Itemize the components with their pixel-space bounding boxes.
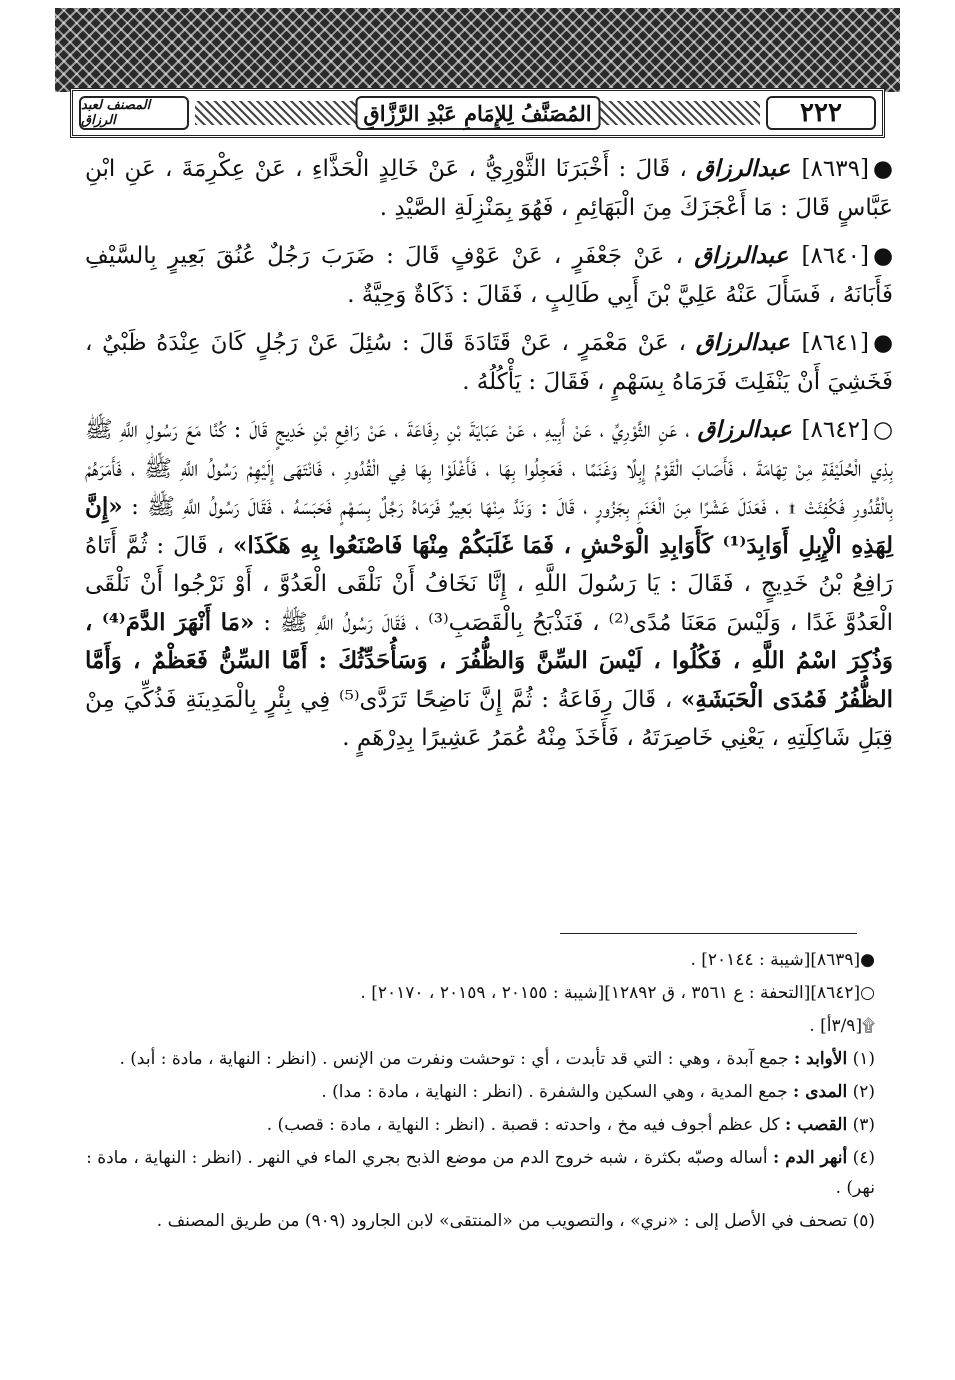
footnote-number: (٢) (852, 1082, 875, 1102)
hadith-marker: ○ (872, 417, 894, 443)
footnote-term: الأوابد : (793, 1049, 848, 1069)
prophetic-quote: «مَا أَنْهَرَ الدَّمَ⁽⁴⁾ ، وَذُكِرَ اسْمُ اللَّهِ ، فَكُلُوا ، لَيْسَ السِّنَّ وَالظُّفُرَ ، وَسَأُحَدِّثُكَ : أَمَّا السِّنُّ فَعَظْمٌ ، وَأَمَّا الظُّفُرُ فَمُدَى الْحَبَشَةِ» (85, 608, 893, 713)
hadith-narrator: عبدالرزاق (697, 416, 792, 443)
hadith-8639 (85, 150, 893, 227)
footnote-3 (85, 1110, 875, 1140)
footnote-2 (85, 1077, 875, 1107)
hadith-text: ، قَالَ رِفَاعَةُ : ثُمَّ إِنَّ نَاضِحًا تَرَدَّى⁽⁵⁾ فِي بِئْرٍ بِالْمَدِينَةِ فَذُكِّيَ مِنْ قِبَلِ شَاكِلَتِهِ ، يَعْنِي خَاصِرَتَهُ ، فَأَخَذَ مِنْهُ عُمَرُ عَشِيرًا بِدِرْهَمٍ . (85, 686, 893, 751)
hadith-marker: ● (872, 243, 894, 269)
hadith-text: ، عَنْ جَعْفَرٍ ، عَنْ عَوْفٍ قَالَ : ضَرَبَ رَجُلٌ عُنُقَ بَعِيرٍ بِالسَّيْفِ فَأَبَانَهُ ، فَسَأَلَ عَنْهُ عَلِيَّ بْنَ أَبِي طَالِبٍ ، فَقَالَ : ذَكَاةٌ وَحِيَّةٌ . (85, 243, 893, 308)
hadith-number: [٨٦٤١] (801, 330, 869, 356)
hadith-text: ، عَنِ الثَّوْرِيِّ ، عَنْ أَبِيهِ ، عَنْ عَبَايَةَ بْنِ رِفَاعَةَ ، عَنْ رَافِعِ بْنِ خَدِيجٍ قَالَ : كُنَّا مَعَ رَسُولِ اللَّهِ ﷺ بِذِي الْحُلَيْفَةِ مِنْ تِهَامَةَ ، فَأَصَابَ الْقَوْمُ إِبِلًا وَغَنَمًا ، فَعَجِلُوا بِهَا ، فَأَغْلَوْا بِهَا فِي الْقُدُورِ ، فَانْتَهَى إِلَيْهِمْ رَسُولُ اللَّهِ ﷺ ، فَأَمَرَهُمْ بِالْقُدُورِ فَكُفِئَتْ ۩ ، فَعَدَلَ عَشْرًا مِنَ الْغَنَمِ بِجَزُورٍ ، قَالَ : وَنَدَّ مِنْهَا بَعِيرٌ فَرَمَاهُ رَجُلٌ بِسَهْمٍ فَحَبَسَهُ ، فَقَالَ رَسُولُ اللَّهِ ﷺ : (85, 417, 894, 520)
footnote-text: تصحف في الأصل إلى : «نري» ، والتصويب من «المنتقى» لابن الجارود (٩٠٩) من طريق المصنف . (156, 1211, 848, 1231)
footnote-number: (٤) (852, 1148, 875, 1168)
book-logo: المصنف لعبد الرزاق (79, 96, 189, 130)
footnote-number: (٥) (852, 1211, 875, 1231)
hadith-marker: ● (872, 330, 894, 356)
hadith-number: [٨٦٤٢] (801, 417, 869, 443)
footnote-text: أساله وصبّه بكثرة ، شبه خروج الدم من موضع الذبح بجري الماء في النهر . (انظر : النهاية ، مادة : نهر) . (86, 1148, 875, 1198)
reference-8642: ○[٨٦٤٢][التحفة : ع ٣٥٦١ ، ق ١٢٨٩٢][شيبة : ٢٠١٥٥ ، ٢٠١٥٩ ، ٢٠١٧٠] . (360, 983, 875, 1003)
footnote-number: (١) (852, 1049, 875, 1069)
prophetic-quote: «إِنَّ لِهَذِهِ الْإِبِلِ أَوَابِدَ⁽¹⁾ كَأَوَابِدِ الْوَحْشِ ، فَمَا غَلَبَكُمْ مِنْهَا فَاصْنَعُوا بِهِ هَكَذَا» (85, 493, 893, 559)
footnote-text: جمع آبدة ، وهي : التي قد تأبدت ، أي : توحشت ونفرت من الإنس . (انظر : النهاية ، مادة : أبد) . (119, 1049, 789, 1069)
ornament-band (55, 8, 900, 92)
header-ornament-right (590, 101, 760, 125)
footnote-5 (85, 1206, 875, 1236)
hadith-number: [٨٦٤٠] (801, 243, 869, 269)
book-title: المُصَنَّفُ لِلإِمَامِ عَبْدِ الرَّزَّاقِ (355, 96, 600, 130)
hadith-8642 (85, 411, 893, 758)
footnote-text: كل عظم أجوف فيه مخ ، واحدته : قصبة . (انظر : النهاية ، مادة : قصب) . (266, 1115, 780, 1135)
footnote-term: القصب : (785, 1115, 848, 1135)
footnote-term: المدى : (793, 1082, 848, 1102)
header-ornament-left (195, 101, 365, 125)
hadith-narrator: عبدالرزاق (694, 242, 789, 269)
hadith-number: [٨٦٣٩] (801, 156, 869, 182)
footnote-term: أنهر الدم : (773, 1148, 848, 1168)
reference-8639: ●[٨٦٣٩][شيبة : ٢٠١٤٤] . (690, 950, 875, 970)
hadith-text: ، قَالَ : ثُمَّ أَتَاهُ رَافِعُ بْنُ خَدِيجٍ ، فَقَالَ : يَا رَسُولَ اللَّهِ ، إِنَّا نَخَافُ أَنْ نَلْقَى الْعَدُوَّ ، أَوْ نَرْجُوا أَنْ نَلْقَى الْعَدُوَّ غَدًا ، وَلَيْسَ مَعَنَا مُدًى⁽²⁾ ، فَنَذْبَحُ بِالْقَصَبِ⁽³⁾ ، فَقَالَ رَسُولُ اللَّهِ ﷺ : (85, 532, 893, 636)
hadith-8641 (85, 324, 893, 401)
page-header (70, 88, 885, 138)
main-text (85, 150, 893, 768)
hadith-text: ، قَالَ : أَخْبَرَنَا الثَّوْرِيُّ ، عَنْ خَالِدٍ الْحَذَّاءِ ، عَنْ عِكْرِمَةَ ، عَنِ ابْنِ عَبَّاسٍ قَالَ : مَا أَعْجَزَكَ مِنَ الْبَهَائِمِ ، فَهُوَ بِمَنْزِلَةِ الصَّيْدِ . (85, 156, 893, 221)
footnote-divider (560, 933, 857, 934)
footnote-1 (85, 1044, 875, 1074)
footnote-text: جمع المدية ، وهي السكين والشفرة . (انظر : النهاية ، مادة : مدا) . (321, 1082, 788, 1102)
hadith-narrator: عبدالرزاق (696, 155, 791, 182)
footnote-number: (٣) (852, 1115, 875, 1135)
page-number: ٢٢٢ (766, 96, 876, 130)
hadith-8640 (85, 237, 893, 314)
hadith-narrator: عبدالرزاق (695, 329, 790, 356)
footnotes (85, 945, 875, 1239)
reference-folio: ۩[٣/٩أ] . (809, 1016, 875, 1036)
hadith-text: ، عَنْ مَعْمَرٍ ، عَنْ قَتَادَةَ قَالَ : سُئِلَ عَنْ رَجُلٍ كَانَ عِنْدَهُ ظَبْيٌ ، فَخَشِيَ أَنْ يَنْفَلِتَ فَرَمَاهُ بِسَهْمٍ ، فَقَالَ : يَأْكُلُهُ . (85, 330, 893, 395)
hadith-marker: ● (872, 156, 893, 182)
footnote-4 (85, 1143, 875, 1203)
